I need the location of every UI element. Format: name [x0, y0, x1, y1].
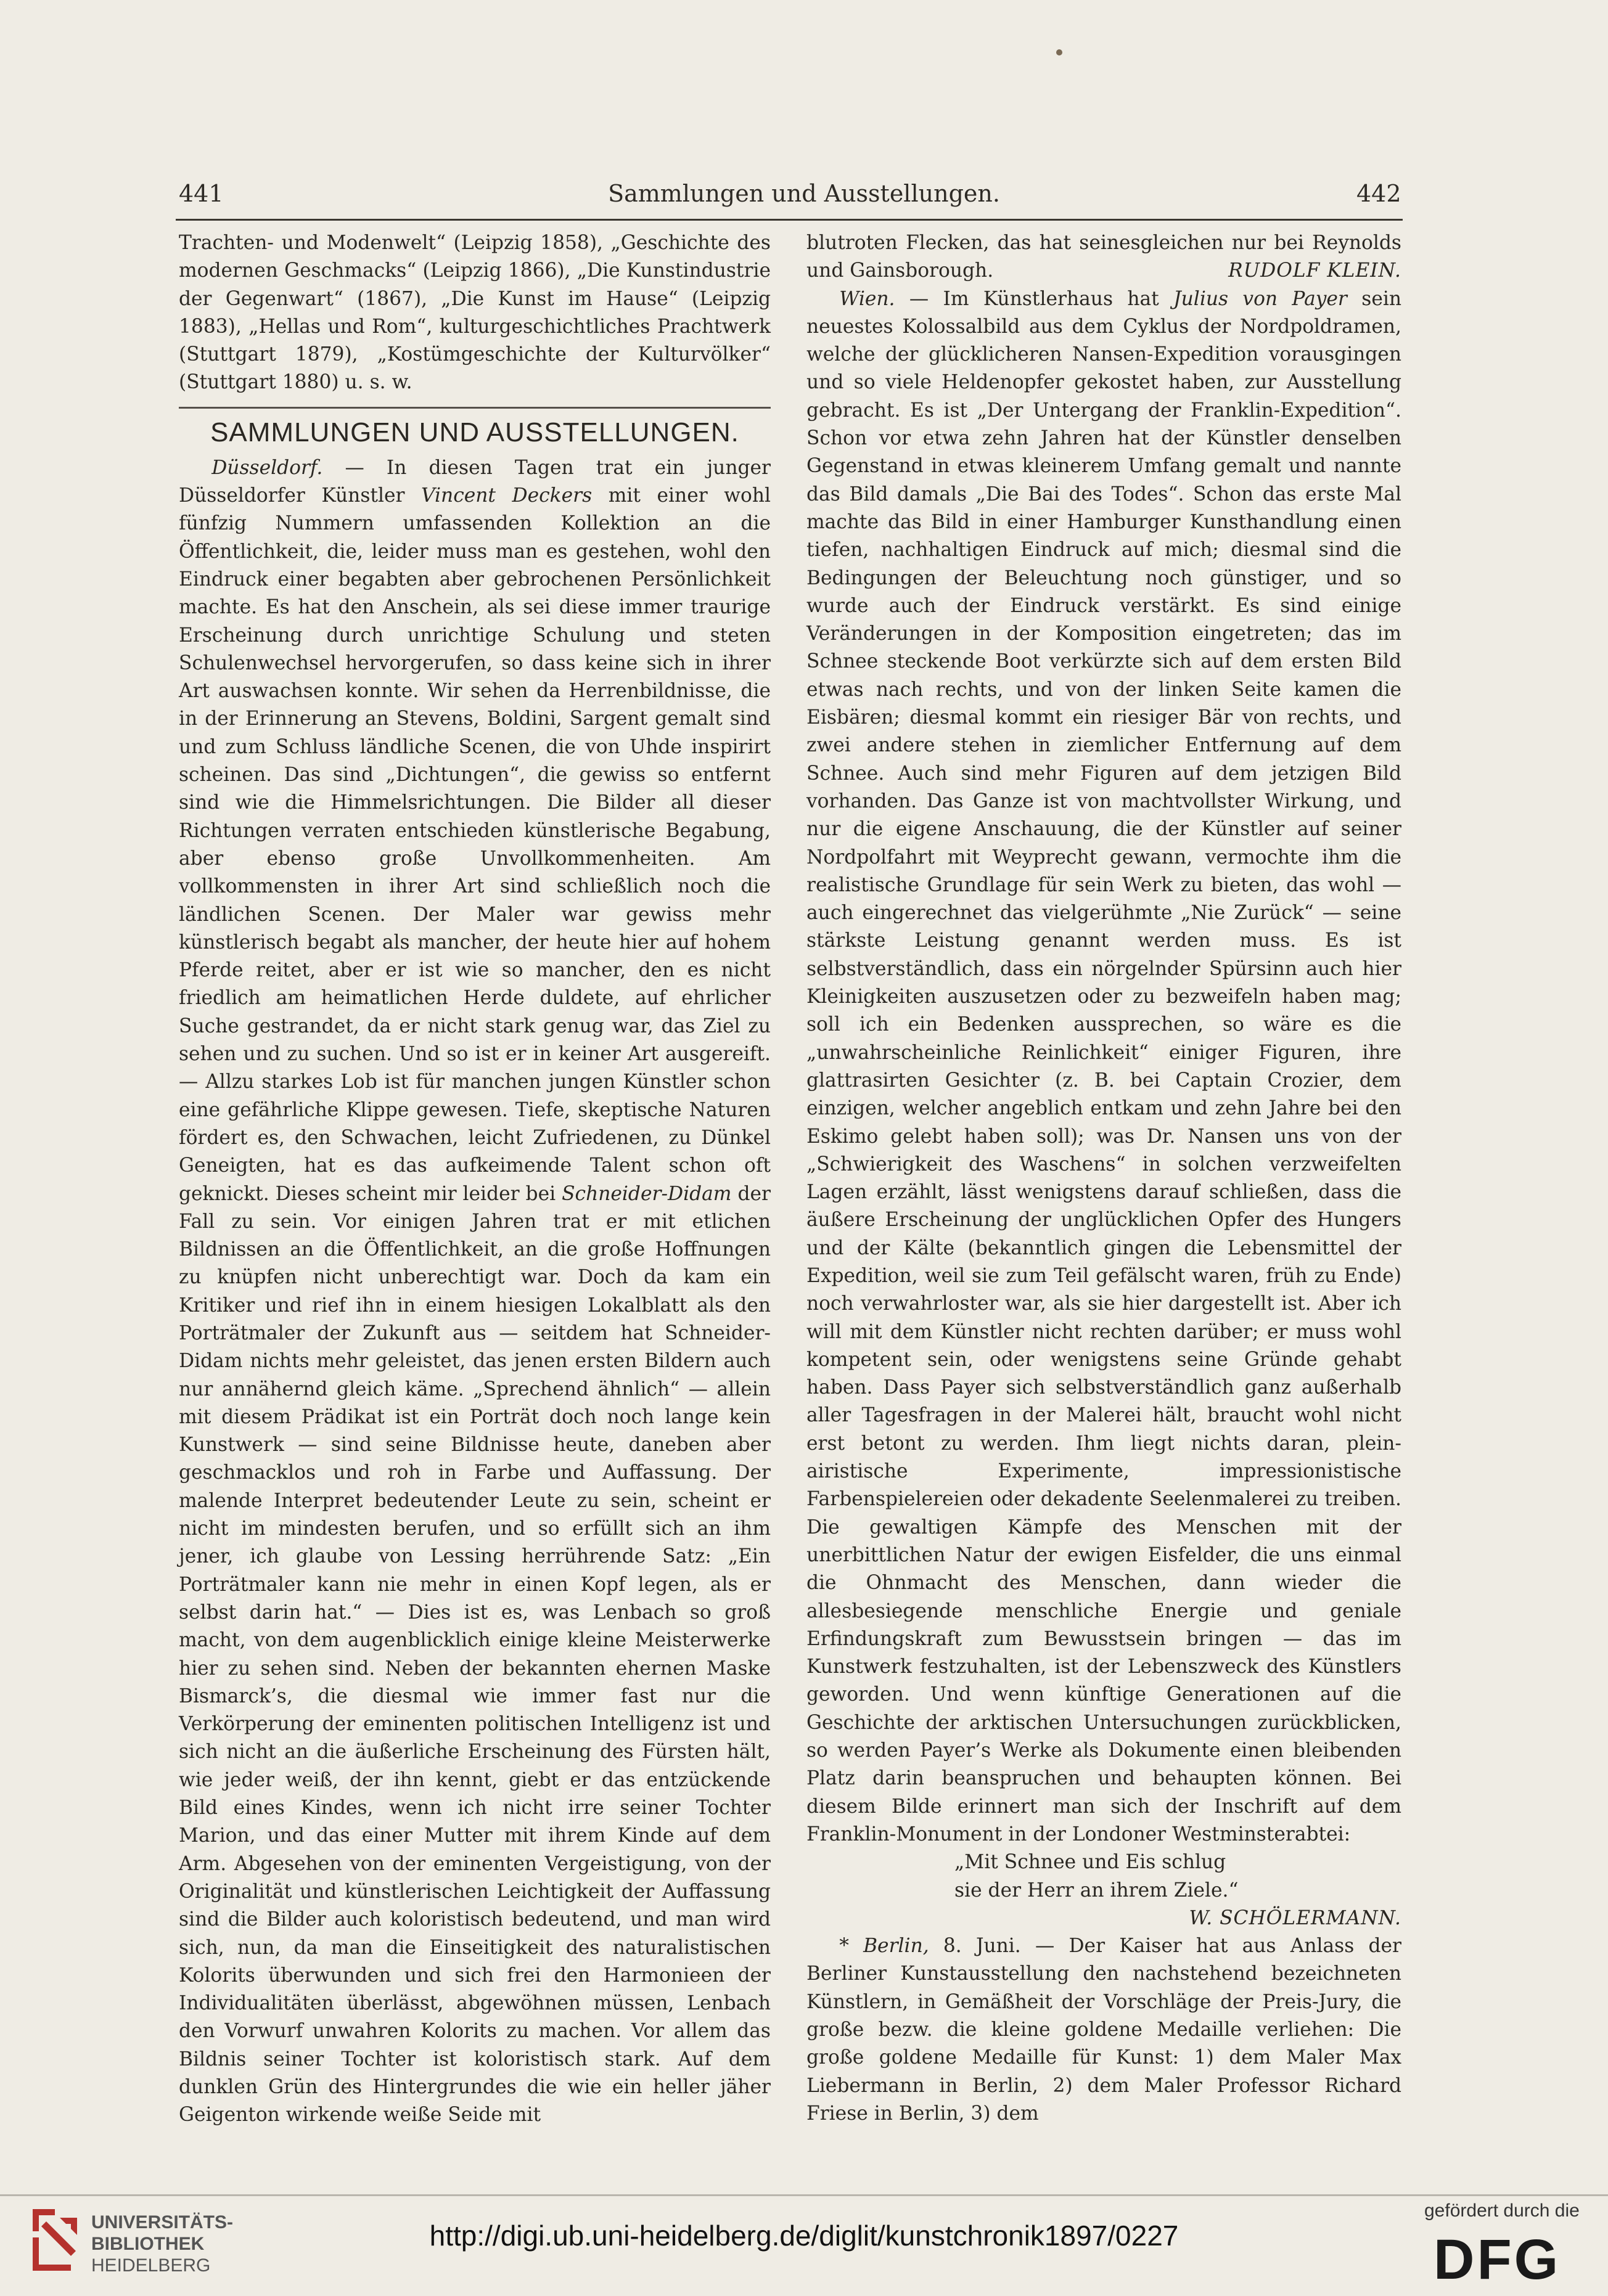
text-fragment: sein neuestes Kolossalbild aus dem Cyklus der Nordpoldramen, welche der glücklicheren Nansen-Expedition vorausgingen und so viele Heldenopfer gekostet haben, zur Ausstellung gebracht. Es ist „Der Untergang der Franklin-Expedition“. Schon vor etwa zehn Jahren hat der Künstler denselben Gegenstand in etwas kleinerem Umfang gemalt und nannte das Bild damals „Die Bai des Todes“. Schon das erste Mal machte das Bild in einer Hamburger Kunsthandlung einen tiefen, nachhaltigen Eindruck auf mich; diesmal sind die Bedingungen der Beleuchtung noch günstiger, und so wurde auch der Eindruck verstärkt. Es sind einige Veränderungen in der Komposition eingetreten; das im Schnee steckende Boot verkürzte sich auf dem ersten Bild etwas nach rechts, und von der linken Seite kamen die Eisbären; diesmal kommt ein riesiger Bär von rechts, und zwei andere stehen in ziemlicher Entfernung auf dem Schnee. Auch sind mehr Figuren auf dem jetzigen Bild vorhanden. Das Ganze ist von machtvollster Wirkung, und nur die eigene Anschauung, die der Künstler auf seiner Nordpolfahrt mit Weyprecht gewann, vermochte ihm die realistische Grundlage für sein Werk zu bieten, das wohl — auch eingerechnet das vielgerühmte „Nie Zurück“ — seine stärkste Leistung genannt werden muss. Es ist selbstverständlich, dass ein nörgelnder Spürsinn auch hier Kleinigkeiten auszusetzen oder zu bezweifeln haben mag; soll ich ein Bedenken aussprechen, so wäre es die „unwahrscheinliche Reinlichkeit“ einiger Figuren, ihre glattrasirten Gesichter (z. B. bei Captain Crozier, dem einzigen, welcher angeblich entkam und zehn Jahre bei den Eskimo gelebt haben soll); was Dr. Nansen uns von der „Schwierigkeit des Waschens“ in solchen verzweifelten Lagen erzählt, lässt wenigstens darauf schließen, dass die äußere Erscheinung der unglücklichen Opfer des Hungers und der Kälte (bekanntlich gingen die Lebensmittel der Expedition, weil sie zum Teil gefälscht waren, früh zu Ende) noch verwahrloster war, als sie hier dargestellt ist. Aber ich will mit dem Künstler nicht rechten darüber; er muss wohl kompetent sein, oder wenigstens seine Gründe gehabt haben. Dass Payer sich selbstverständlich ganz außerhalb aller Tagesfragen in der Malerei hält, braucht wohl nicht erst betont zu werden. Ihm liegt nichts daran, plein-airistische Experimente, impressionistische Farbenspielereien oder dekadente Seelenmalerei zu treiben. Die gewaltigen Kämpfe des Menschen mit der unerbittlichen Natur der ewigen Eisfelder, die uns einmal die Ohnmacht des Menschen, dann wieder die allesbesiegende menschliche Energie und geniale Erfindungskraft zum Bewusstsein bringen — das im Kunstwerk festzuhalten, ist der Lebenszweck des Künstlers geworden. Und wenn künftige Generationen auf die Geschichte der arktischen Untersuchungen zurückblicken, so werden Payer’s Werke als Dokumente einen bleibenden Platz darin beanspruchen und behaupten können. Bei diesem Bilde erinnert man sich der Inschrift auf dem Franklin-Monument in der Londoner Westminsterabtei:	[806, 287, 1402, 1845]
text-fragment: — In diesen Tagen trat ein junger Düsseldorfer Künstler	[179, 456, 771, 507]
library-name-line: BIBLIOTHEK	[91, 2234, 205, 2254]
text-fragment: blutroten Flecken, das hat seinesgleichen nur bei Reynolds und Gainsborough.	[806, 232, 1401, 282]
artist-name: Julius von Payer	[1173, 287, 1347, 310]
intro-paragraph: Trachten- und Modenwelt“ (Leipzig 1858), „Geschichte des modernen Geschmacks“ (Leipzig 1866), „Die Kunstindustrie der Gegenwart“ (1867), „Die Kunst im Hause“ (Leipzig 1883), „Hellas und Rom“, kulturgeschichtliches Prachtwerk (Stuttgart 1879), „Kostümgeschichte der Kulturvölker“ (Stuttgart 1880) u. s. w.	[179, 232, 771, 394]
place-berlin: Berlin,	[863, 1935, 929, 1958]
text-fragment: *	[839, 1935, 864, 1958]
artist-name: Vincent Deckers	[421, 484, 593, 507]
running-title: Sammlungen und Ausstellungen.	[608, 180, 1000, 207]
artist-name: Schneider-Didam	[562, 1182, 732, 1205]
text-fragment: mit einer wohl fünfzig Nummern umfassenden Kollektion an die Öffentlichkeit, die, leider muss man es gestehen, wohl den Eindruck einer begabten aber gebrochenen Persönlichkeit machte. Es hat den Anschein, als sei diese immer traurige Erscheinung durch unrichtige Schulung und steten Schulenwechsel hervorgerufen, so dass keine sich in ihrer Art auswachsen konnte. Wir sehen da Herrenbildnisse, die in der Erinnerung an Stevens, Boldini, Sargent gemalt sind und zum Schluss ländliche Scenen, die von Uhde inspirirt scheinen. Das sind „Dichtungen“, die gewiss so entfernt sind wie die Himmelsrichtungen. Die Bilder all dieser Richtungen verraten entschieden künstlerische Begabung, aber ebenso große Unvollkommenheiten. Am vollkommensten in ihrer Art sind schließlich noch die ländlichen Scenen. Der Maler war gewiss mehr künstlerisch begabt als mancher, der heute hier auf hohem Pferde reitet, aber er ist wie so mancher, den es nicht friedlich am heimatlichen Herde duldete, auf ehrlicher Suche gestrandet, da er nicht stark genug war, das Ziel zu sehen und zu suchen. Und so ist er in keiner Art ausgereift. — Allzu starkes Lob ist für manchen jungen Künstler schon eine gefährliche Klippe gewesen. Tiefe, skeptische Naturen fördert es, den Schwachen, leicht Zufriedenen, zu Dünkel Geneigten, hat es das aufkeimende Talent schon oft geknickt. Dieses scheint mir leider bei	[179, 484, 771, 1205]
place-wien: Wien.	[839, 287, 895, 310]
ink-speck	[1056, 49, 1062, 55]
library-name-line: UNIVERSITÄTS-	[91, 2212, 234, 2233]
permalink-url[interactable]: http://digi.ub.uni-heidelberg.de/diglit/kunstchronik1897/0227	[429, 2220, 1179, 2252]
text-fragment: — Im Künstlerhaus hat	[895, 287, 1174, 310]
right-column	[806, 229, 1401, 2128]
dfg-logo: DFG	[1434, 2228, 1561, 2291]
section-title: SAMMLUNGEN UND AUSSTELLUNGEN.	[210, 417, 739, 447]
section-divider	[179, 407, 771, 409]
duesseldorf-paragraph	[179, 454, 771, 2130]
text-fragment: der Fall zu sein. Vor einigen Jahren trat er mit etlichen Bildnissen an die Öffentlichkeit, an die große Hoffnungen zu knüpfen nicht unberechtigt war. Doch da kam ein Kritiker und rief ihn in einem hiesigen Lokalblatt als den Porträtmaler der Zukunft aus — seitdem hat Schneider-Didam nichts mehr geleistet, das jenen ersten Bildern auch nur annähernd gleich käme. „Sprechend ähnlich“ — allein mit diesem Prädikat ist ein Porträt doch noch lange kein Kunstwerk — sind seine Bildnisse heute, daneben aber geschmacklos und roh in Farbe und Auffassung. Der malende Interpret bedeutender Leute zu sein, scheint er nicht im mindesten berufen, und so erfüllt sich an ihm jener, ich glaube von Lessing herrührende Satz: „Ein Porträtmaler kann nie mehr in einen Kopf legen, als er selbst darin hat.“ — Dies ist es, was Lenbach so groß macht, von dem augenblicklich einige kleine Meisterwerke hier zu sehen sind. Neben der bekannten ehernen Maske Bismarck’s, die diesmal wie immer fast nur die Verkörperung der eminenten politischen Intelligenz ist und sich nicht an die äußerliche Erscheinung des Fürsten hält, wie jeder weiß, der ihn kennt, giebt er das entzückende Bild eines Kindes, wenn ich nicht irre seiner Tochter Marion, und das einer Mutter mit ihrem Kinde auf dem Arm. Abgesehen von der eminenten Vergeistigung, von der Originalität und künstlerischen Leichtigkeit der Auffassung sind die Bilder auch koloristisch bedeutend, und man wird sich, nun, da man die Einseitigkeit des naturalistischen Kolorits überwunden und sich frei den Harmonieen der Individualitäten überlässt, abgewöhnen müssen, Lenbach den Vorwurf unwahren Kolorits zu machen. Vor allem das Bildnis seiner Tochter ist koloristisch stark. Auf dem dunklen Grün des Hintergrundes die wie ein heller jäher Geigenton wirkende weiße Seide mit	[179, 1182, 771, 2126]
berlin-paragraph	[806, 1932, 1401, 2128]
library-name-line: HEIDELBERG	[91, 2255, 211, 2276]
header-rule	[176, 219, 1403, 221]
wien-paragraph	[806, 285, 1401, 1849]
author-signature: RUDOLF KLEIN.	[1228, 259, 1401, 282]
page-number-left: 441	[179, 180, 224, 207]
place-duesseldorf: Düsseldorf.	[211, 456, 323, 479]
funding-note: gefördert durch die	[1424, 2200, 1580, 2221]
inscription-line: sie der Herr an ihrem Ziele.“	[954, 1879, 1239, 1902]
inscription-line: „Mit Schnee und Eis schlug	[954, 1851, 1226, 1874]
author-signature: W. SCHÖLERMANN.	[1189, 1906, 1401, 1929]
continuation-paragraph	[806, 229, 1401, 285]
footer-divider	[0, 2194, 1608, 2196]
page-number-right: 442	[1356, 180, 1401, 207]
left-column	[179, 229, 771, 2130]
signature-line	[806, 1905, 1401, 1932]
text-fragment: 8. Juni. — Der Kaiser hat aus Anlass der Berliner Kunstausstellung den nachstehend bezeichneten Künstlern, in Gemäßheit der Vorschläge der Preis-Jury, die große bezw. die kleine goldene Medaille verliehen: Die große goldene Medaille für Kunst: 1) dem Maler Max Liebermann in Berlin, 2) dem Maler Professor Richard Friese in Berlin, 3) dem	[806, 1935, 1401, 2125]
